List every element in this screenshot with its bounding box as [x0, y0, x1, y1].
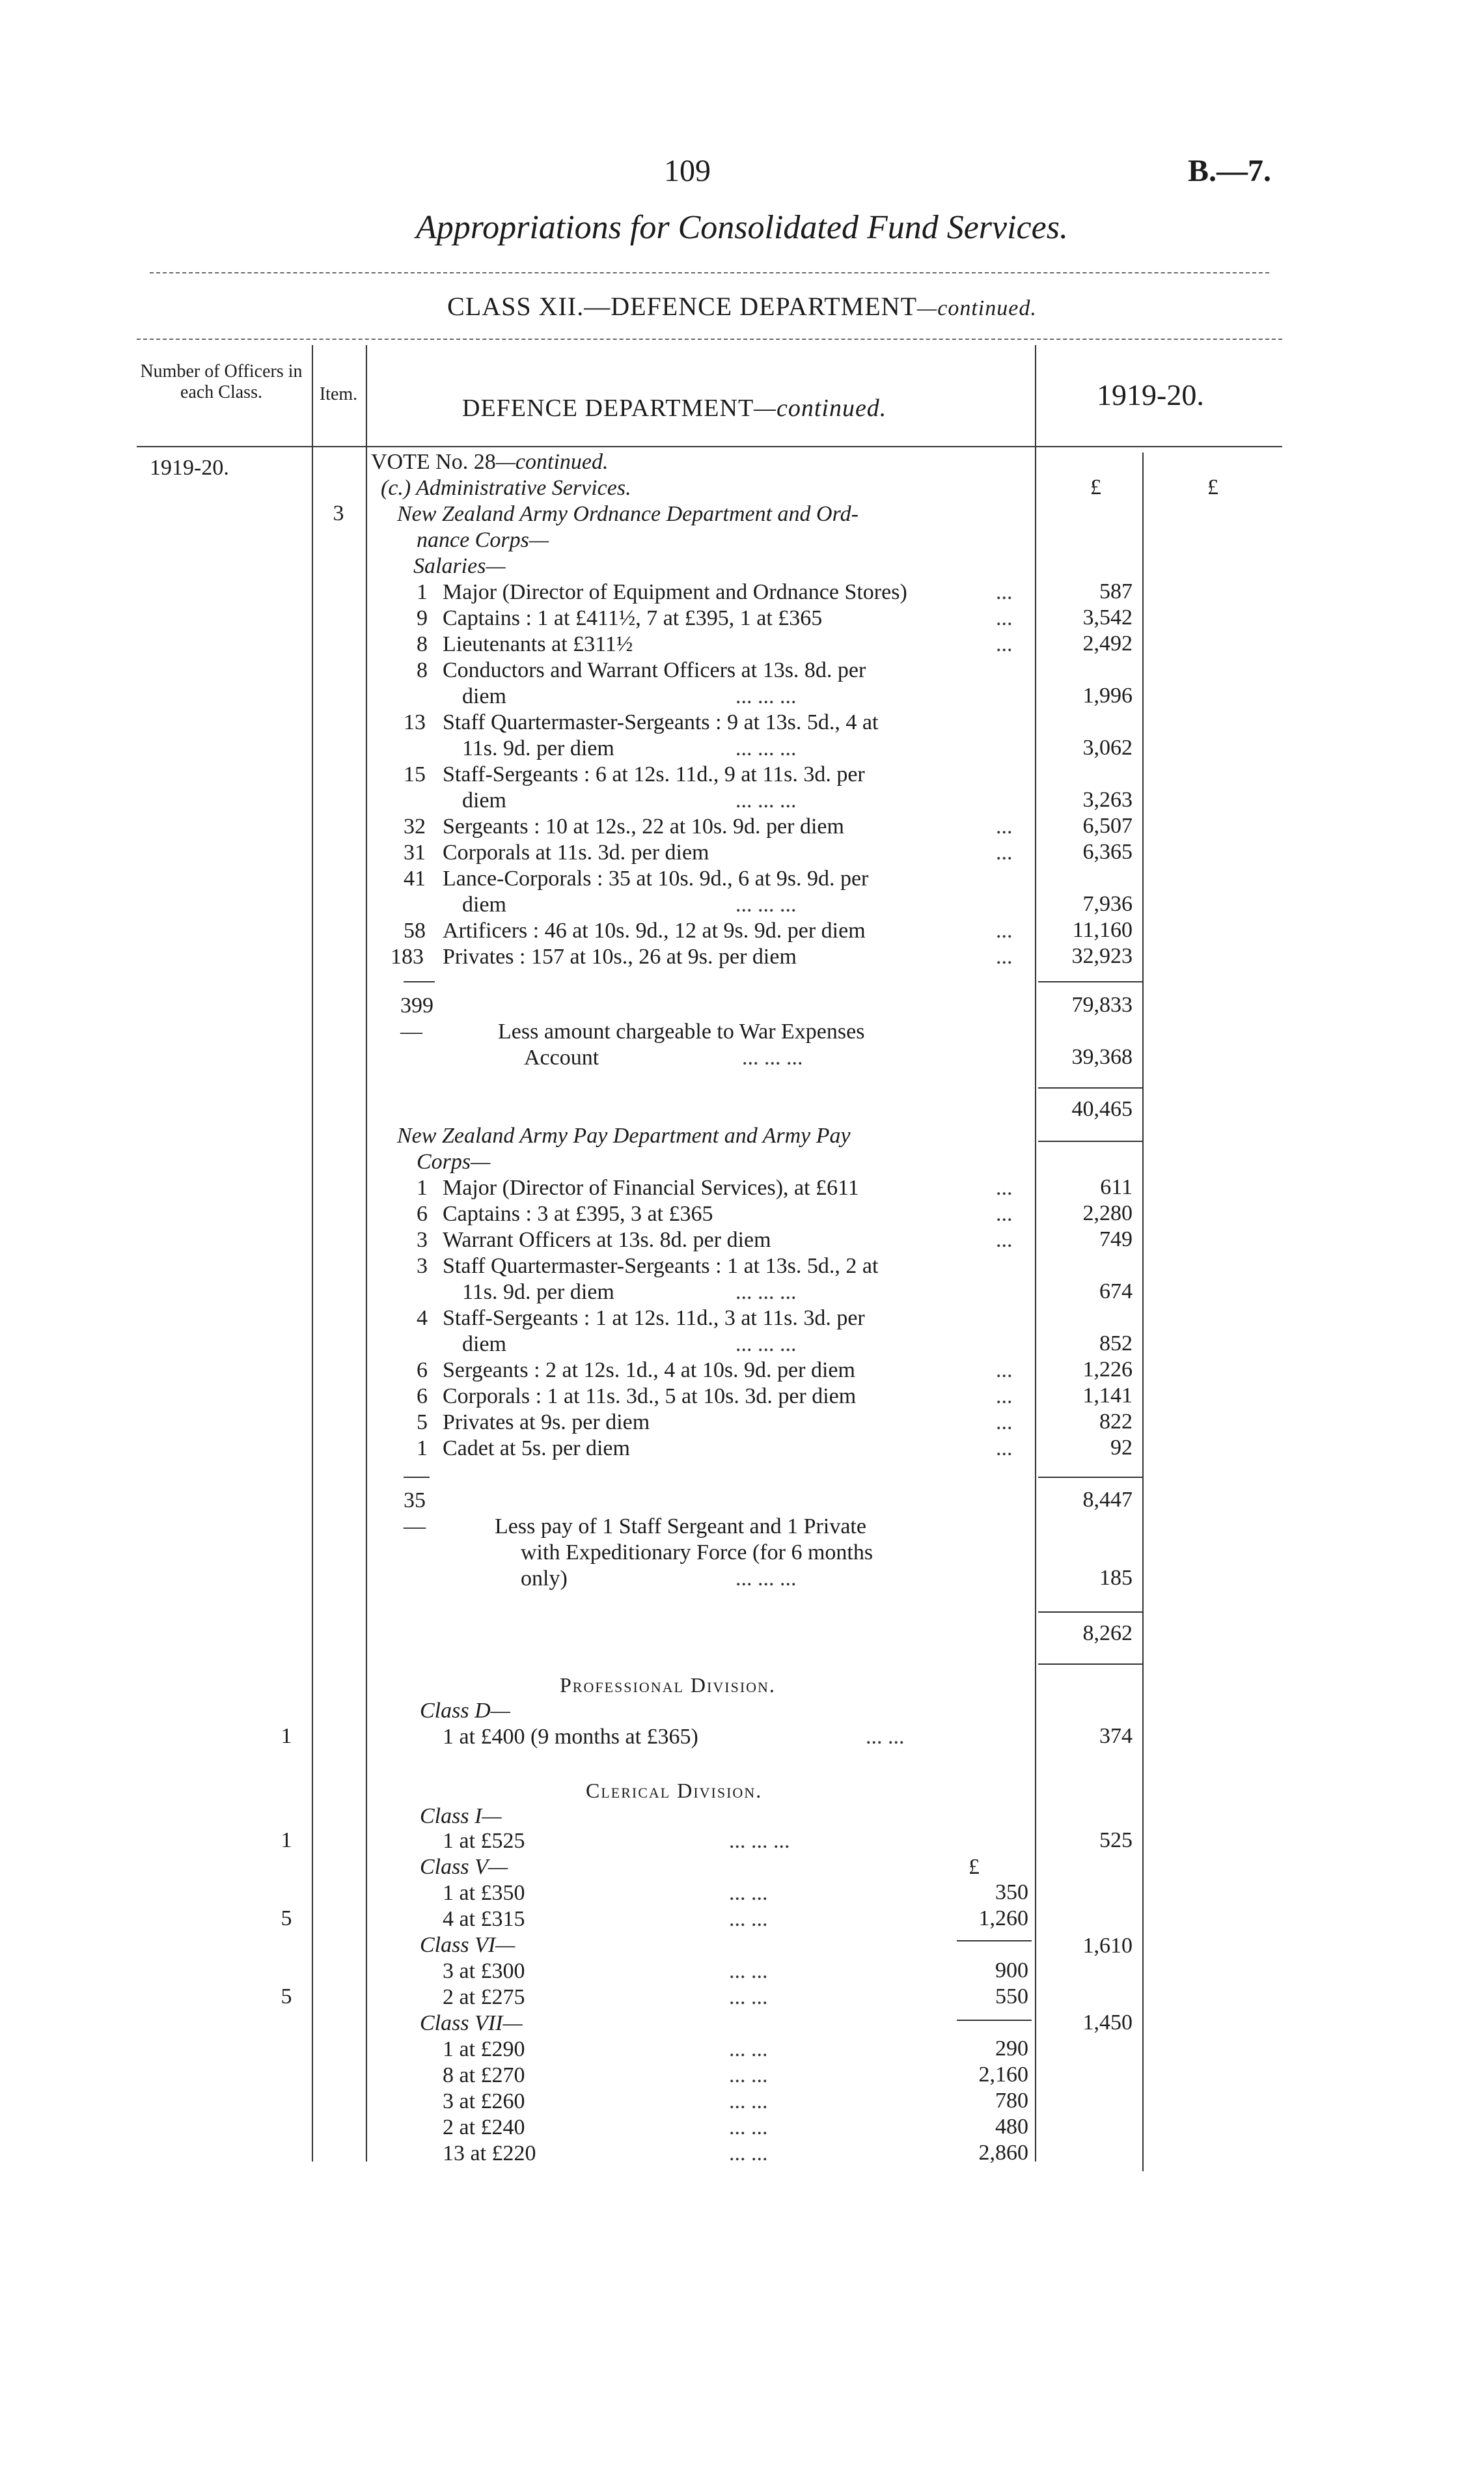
- class-vii-row-desc: 2 at £240: [443, 2115, 525, 2139]
- class-v-row-desc: 1 at £350: [443, 1881, 525, 1905]
- salaries-label: Salaries—: [413, 554, 506, 578]
- ordnance-row-desc: Major (Director of Equipment and Ordnance Stores): [443, 580, 907, 604]
- pay-row-value: 1,226: [1082, 1357, 1133, 1382]
- ordnance-row-desc: Lance-Corporals : 35 at 10s. 9d., 6 at 9s. 9d. per: [443, 867, 869, 891]
- year-row: 1919-20.: [150, 456, 229, 480]
- table-top-rule: [137, 339, 1282, 340]
- pay-net-rule: [1038, 1611, 1142, 1613]
- ordnance-less-value: 39,368: [1071, 1045, 1133, 1069]
- pay-row-count: 5: [417, 1410, 428, 1434]
- pay-title-b: Corps—: [417, 1150, 491, 1174]
- pay-row-desc: Warrant Officers at 13s. 8d. per diem: [443, 1228, 771, 1252]
- ordnance-row-desc: Conductors and Warrant Officers at 13s. 8d. per: [443, 658, 866, 682]
- pay-row-desc: Staff Quartermaster-Sergeants : 1 at 13s. 5d., 2 at: [443, 1254, 879, 1278]
- ordnance-row-value: 2,492: [1082, 632, 1133, 656]
- pay-less-dash: —: [404, 1514, 426, 1538]
- ordnance-row-count: 15: [404, 762, 426, 786]
- ordnance-row-dots: ... ... ...: [735, 684, 797, 708]
- ordnance-less-dash: —: [400, 1020, 422, 1044]
- pay-row-value: 852: [1099, 1331, 1133, 1356]
- page-title: Appropriations for Consolidated Fund Services.: [416, 209, 1068, 246]
- pay-row-count: 3: [417, 1254, 428, 1278]
- ordnance-row-count: 8: [417, 632, 428, 656]
- ordnance-row-count: 1: [417, 580, 428, 604]
- ordnance-less-line-a: Less amount chargeable to War Expenses: [498, 1020, 865, 1044]
- pay-row-desc: Cadet at 5s. per diem: [443, 1436, 630, 1460]
- ordnance-row-value: 6,507: [1082, 814, 1133, 838]
- class-v-row-value: 1,260: [978, 1906, 1028, 1930]
- pay-row-value: 749: [1099, 1227, 1133, 1251]
- class-vii-row-desc: 3 at £260: [443, 2089, 525, 2113]
- professional-dots: ... ...: [866, 1725, 905, 1749]
- ordnance-row-value: 11,160: [1072, 918, 1133, 942]
- class-vii-row-value: 480: [995, 2115, 1028, 2139]
- ordnance-row-desc: Lieutenants at £311½: [443, 632, 633, 656]
- header-item: Item.: [319, 384, 358, 404]
- ordnance-row-desc: Privates : 157 at 10s., 26 at 9s. per diem: [443, 945, 797, 969]
- ordnance-row-value: 6,365: [1082, 840, 1133, 864]
- ordnance-row-value: 1,996: [1082, 684, 1133, 708]
- ordnance-row-dots: ...: [996, 632, 1013, 656]
- column-rule-1: [312, 345, 313, 2162]
- ordnance-net-bottom-rule: [1038, 1141, 1142, 1142]
- pay-row-desc-cont: diem: [462, 1332, 506, 1356]
- pay-row-desc: Sergeants : 2 at 12s. 1d., 4 at 10s. 9d. per diem: [443, 1358, 855, 1382]
- ordnance-net: 40,465: [1071, 1097, 1133, 1121]
- class-vi-row-value: 550: [995, 1984, 1028, 2009]
- ordnance-title-b: nance Corps—: [417, 528, 549, 552]
- ordnance-row-desc: Staff-Sergeants : 6 at 12s. 11d., 9 at 11s. 3d. per: [443, 762, 865, 786]
- clerical-class-v-pound: £: [969, 1855, 980, 1879]
- page-number: 109: [664, 154, 711, 188]
- class-vi-row-value: 900: [995, 1958, 1028, 1982]
- pay-row-count: 1: [417, 1436, 428, 1460]
- professional-line: 1 at £400 (9 months at £365): [443, 1725, 698, 1749]
- professional-value: 374: [1099, 1724, 1133, 1748]
- ordnance-less-line-b: Account: [524, 1046, 599, 1070]
- pay-less-dots: ... ... ...: [735, 1566, 797, 1591]
- class-vii-row-desc: 13 at £220: [443, 2141, 536, 2165]
- pay-net: 8,262: [1082, 1621, 1133, 1645]
- ordnance-row-value: 7,936: [1082, 892, 1133, 916]
- ordnance-row-dots: ...: [996, 814, 1013, 839]
- vote-number: [371, 449, 609, 475]
- ordnance-row-count: 41: [404, 867, 426, 891]
- document-code: B.—7.: [1188, 154, 1272, 188]
- clerical-class-i-officers: 1: [281, 1828, 292, 1852]
- title-divider: [150, 272, 1269, 273]
- class-vi-row-desc: 2 at £275: [443, 1985, 525, 2009]
- pay-row-dots: ...: [996, 1228, 1013, 1252]
- clerical-class-vi-officers: 5: [281, 1984, 292, 2009]
- class-vii-row-dots: ... ...: [729, 2063, 768, 2087]
- column-rule-4: [1142, 452, 1144, 2171]
- vote-subhead: (c.) Administrative Services.: [381, 476, 631, 500]
- ordnance-row-count: 13: [404, 710, 426, 734]
- pay-less-line-c: only): [521, 1566, 568, 1591]
- pay-row-desc-cont: 11s. 9d. per diem: [462, 1280, 614, 1304]
- pay-row-value: 2,280: [1082, 1201, 1133, 1225]
- class-v-row-dots: ... ...: [729, 1907, 768, 1931]
- ordnance-row-desc: Sergeants : 10 at 12s., 22 at 10s. 9d. per diem: [443, 814, 844, 839]
- ordnance-row-desc-cont: diem: [462, 893, 506, 917]
- header-desc-main: DEFENCE DEPARTMENT: [462, 395, 754, 422]
- pound-sign-2: £: [1207, 475, 1218, 499]
- ordnance-net-rule: [1038, 1087, 1142, 1089]
- pay-row-dots: ...: [996, 1358, 1013, 1382]
- class-vii-row-dots: ... ...: [729, 2141, 768, 2165]
- pay-row-desc: Privates at 9s. per diem: [443, 1410, 650, 1434]
- clerical-class-vii: Class VII—: [420, 2011, 523, 2035]
- ordnance-row-count: 8: [417, 658, 428, 682]
- clerical-class-v-total: 1,610: [1082, 1934, 1133, 1958]
- pay-row-dots: ... ... ...: [735, 1332, 797, 1356]
- class-vii-row-value: 2,860: [978, 2141, 1028, 2165]
- ordnance-row-desc: Captains : 1 at £411½, 7 at £395, 1 at £365: [443, 606, 823, 630]
- pay-count: 35: [404, 1488, 426, 1512]
- class-title-main: CLASS XII.—DEFENCE DEPARTMENT: [447, 292, 918, 321]
- class-vii-row-dots: ... ...: [729, 2037, 768, 2061]
- ordnance-less-dots: ... ... ...: [742, 1046, 803, 1070]
- clerical-class-i: Class I—: [420, 1804, 502, 1828]
- pay-row-dots: ...: [996, 1410, 1013, 1434]
- class-vii-row-desc: 8 at £270: [443, 2063, 525, 2087]
- pay-row-dots: ...: [996, 1436, 1013, 1460]
- ordnance-subtotal-rule: [1038, 981, 1142, 982]
- pay-row-count: 6: [417, 1358, 428, 1382]
- vote-number-suffix: —continued.: [495, 450, 609, 474]
- pay-row-dots: ...: [996, 1384, 1013, 1408]
- pay-row-count: 6: [417, 1202, 428, 1226]
- ordnance-row-count: 31: [404, 841, 426, 865]
- professional-heading: Professional Division.: [560, 1673, 776, 1697]
- clerical-class-v: Class V—: [420, 1855, 508, 1879]
- ordnance-count-rule: [404, 981, 435, 982]
- class-v-row-desc: 4 at £315: [443, 1907, 525, 1931]
- pay-less-line-a: Less pay of 1 Staff Sergeant and 1 Private: [495, 1514, 866, 1538]
- ordnance-subtotal: 79,833: [1071, 993, 1133, 1017]
- ordnance-row-value: 3,263: [1082, 788, 1133, 812]
- column-rule-2: [366, 345, 367, 2162]
- ordnance-row-dots: ...: [996, 580, 1013, 604]
- class-vii-row-value: 780: [995, 2089, 1028, 2113]
- pay-row-desc: Corporals : 1 at 11s. 3d., 5 at 10s. 3d. per diem: [443, 1384, 857, 1408]
- class-v-row-value: 350: [995, 1880, 1028, 1904]
- ordnance-row-dots: ...: [996, 919, 1013, 943]
- pay-subtotal: 8,447: [1082, 1488, 1133, 1512]
- pay-row-dots: ... ... ...: [735, 1280, 797, 1304]
- ordnance-row-desc: Staff Quartermaster-Sergeants : 9 at 13s. 5d., 4 at: [443, 710, 879, 734]
- ordnance-row-dots: ...: [996, 841, 1013, 865]
- pay-less-line-b: with Expeditionary Force (for 6 months: [521, 1540, 873, 1565]
- pay-row-count: 1: [417, 1176, 428, 1200]
- pay-less-value: 185: [1099, 1566, 1133, 1590]
- header-desc-suffix: —continued.: [754, 395, 887, 422]
- ordnance-row-desc-cont: diem: [462, 684, 506, 708]
- header-bottom-rule: [137, 446, 1282, 447]
- ordnance-row-value: 587: [1099, 579, 1133, 604]
- pay-title-a: New Zealand Army Pay Department and Army Pay: [397, 1124, 851, 1148]
- class-vi-row-desc: 3 at £300: [443, 1959, 525, 1983]
- class-vii-row-desc: 1 at £290: [443, 2037, 525, 2061]
- ordnance-row-value: 3,542: [1082, 605, 1133, 630]
- header-officers: Number of Officers in each Class.: [140, 361, 303, 402]
- pay-count-rule: [404, 1477, 430, 1478]
- class-title: [0, 291, 1484, 322]
- class-v-rule: [957, 1940, 1032, 1941]
- ordnance-row-desc: Corporals at 11s. 3d. per diem: [443, 841, 709, 865]
- ordnance-row-count: 58: [404, 919, 426, 943]
- pay-row-value: 92: [1110, 1436, 1133, 1460]
- class-v-row-dots: ... ...: [729, 1881, 768, 1905]
- pay-row-value: 1,141: [1082, 1384, 1133, 1408]
- pay-row-desc: Captains : 3 at £395, 3 at £365: [443, 1202, 713, 1226]
- class-vii-row-value: 2,160: [978, 2063, 1028, 2087]
- pay-row-value: 822: [1099, 1410, 1133, 1434]
- class-vii-row-value: 290: [995, 2037, 1028, 2061]
- pay-row-value: 611: [1100, 1175, 1133, 1199]
- ordnance-title-a: New Zealand Army Ordnance Department and Ord-: [397, 502, 859, 526]
- ordnance-row-dots: ...: [996, 606, 1013, 630]
- ordnance-row-desc: Artificers : 46 at 10s. 9d., 12 at 9s. 9d. per diem: [443, 919, 866, 943]
- pay-row-value: 674: [1099, 1279, 1133, 1303]
- clerical-class-vi: Class VI—: [420, 1933, 515, 1957]
- header-description: [462, 394, 886, 423]
- pay-subtotal-rule: [1038, 1477, 1142, 1478]
- pay-row-desc: Major (Director of Financial Services), at £611: [443, 1176, 859, 1200]
- pound-sign-1: £: [1090, 475, 1101, 499]
- professional-officers: 1: [281, 1724, 292, 1748]
- class-vi-rule: [957, 2020, 1032, 2021]
- pay-net-bottom-rule: [1038, 1663, 1142, 1665]
- professional-class-d: Class D—: [420, 1699, 510, 1723]
- ordnance-row-dots: ...: [996, 945, 1013, 969]
- clerical-class-v-officers: 5: [281, 1906, 292, 1930]
- ordnance-row-dots: ... ... ...: [735, 893, 797, 917]
- pay-row-count: 3: [417, 1228, 428, 1252]
- ordnance-row-dots: ... ... ...: [735, 788, 797, 813]
- ordnance-row-count: 32: [404, 814, 426, 839]
- class-title-suffix: —continued.: [917, 296, 1037, 320]
- pay-row-count: 4: [417, 1306, 428, 1330]
- ordnance-row-value: 32,923: [1071, 944, 1133, 968]
- ordnance-row-value: 3,062: [1082, 736, 1133, 760]
- ordnance-row-desc-cont: diem: [462, 788, 506, 813]
- ordnance-row-count: 9: [417, 606, 428, 630]
- clerical-class-i-dots: ... ... ...: [729, 1829, 790, 1853]
- ordnance-row-dots: ... ... ...: [735, 736, 797, 760]
- pay-row-count: 6: [417, 1384, 428, 1408]
- clerical-heading: Clerical Division.: [586, 1779, 763, 1802]
- pay-row-dots: ...: [996, 1176, 1013, 1200]
- class-vii-row-dots: ... ...: [729, 2089, 768, 2113]
- item-number: 3: [333, 501, 344, 525]
- class-vi-row-dots: ... ...: [729, 1959, 768, 1983]
- ordnance-count: 399: [400, 994, 433, 1018]
- vote-number-main: VOTE No. 28: [371, 450, 496, 474]
- pay-row-dots: ...: [996, 1202, 1013, 1226]
- clerical-class-vi-total: 1,450: [1082, 2010, 1133, 2035]
- class-vii-row-dots: ... ...: [729, 2115, 768, 2139]
- header-year: 1919-20.: [1097, 378, 1204, 411]
- pay-row-desc: Staff-Sergeants : 1 at 12s. 11d., 3 at 11s. 3d. per: [443, 1306, 865, 1330]
- ordnance-row-desc-cont: 11s. 9d. per diem: [462, 736, 614, 760]
- class-vi-row-dots: ... ...: [729, 1985, 768, 2009]
- clerical-class-i-line: 1 at £525: [443, 1829, 525, 1853]
- clerical-class-i-value: 525: [1099, 1828, 1133, 1852]
- ordnance-row-count: 183: [391, 945, 424, 969]
